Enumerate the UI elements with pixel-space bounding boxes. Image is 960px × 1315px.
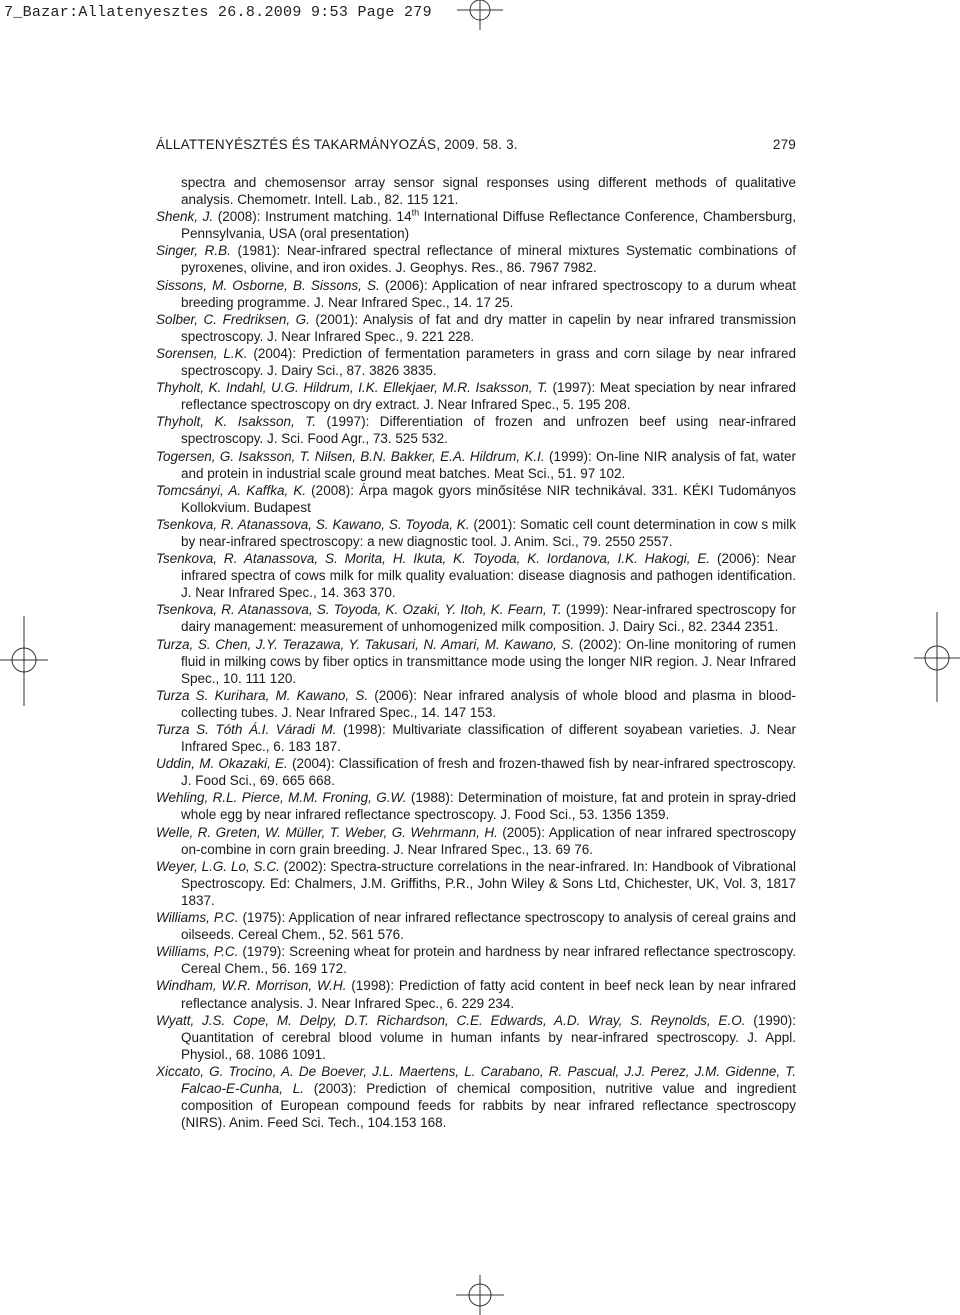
reference-text: (2001): Analysis of fat and dry matter in capelin by near infrared transmission spectroscopy. J. Near Infrared Spec., 9. 221 228. — [181, 311, 796, 344]
reference-text: (1998): Prediction of fatty acid content in beef neck lean by near infrared reflectance analysis. J. Near Infrared Spec., 6. 229 234. — [181, 978, 796, 1011]
reference-entry — [156, 516, 796, 550]
reference-entry — [156, 943, 796, 977]
reference-authors: Williams, P.C. — [156, 944, 239, 960]
reference-authors: Tsenkova, R. Atanassova, S. Toyoda, K. Ozaki, Y. Itoh, K. Fearn, T. — [156, 602, 562, 618]
reference-text: (1997): Differentiation of frozen and unfrozen beef using near-infrared spectroscopy. J. Sci. Food Agr., 73. 525 532. — [181, 414, 796, 447]
reference-text: (2004): Prediction of fermentation parameters in grass and corn silage by near infrared spectroscopy. J. Dairy Sci., 87. 3826 3835. — [181, 345, 796, 379]
reference-entry — [156, 1012, 796, 1063]
reference-entry — [156, 721, 796, 755]
reference-entry — [156, 1063, 796, 1131]
reference-authors: Uddin, M. Okazaki, E. — [156, 756, 288, 772]
reference-authors: Windham, W.R. Morrison, W.H. — [156, 978, 347, 994]
reference-text: (2006): Near infrared spectra of cows milk for milk quality evaluation: disease diagnosis and pathogen identification. J. Near Infrared Spec., 14. 363 370. — [181, 551, 796, 601]
reference-text: (1997): Meat speciation by near infrared reflectance spectroscopy on dry extract. J. Near Infrared Spec., 5. 195 208. — [181, 380, 796, 413]
reference-authors: Sorensen, L.K. — [156, 345, 248, 361]
reference-entry — [156, 550, 796, 601]
reference-text: (2003): Prediction of chemical composition, nutritive value and ingredient composition of European compound feeds for rabbits by near infrared reflectance spectroscopy (NIRS). Anim. Feed Sci. Tech., 104.153 168. — [181, 1080, 796, 1131]
reference-authors: Solber, C. Fredriksen, G. — [156, 311, 310, 327]
reference-authors: Turza S. Kurihara, M. Kawano, S. — [156, 687, 369, 703]
page-number: 279 — [772, 137, 796, 152]
reference-text: spectra and chemosensor array sensor signal responses using different methods of qualitative analysis. Chemometr. Intell. Lab., 82. 115 121. — [181, 175, 796, 208]
reference-entry — [156, 208, 796, 242]
reference-authors: Wyatt, J.S. Cope, M. Delpy, D.T. Richardson, C.E. Edwards, A.D. Wray, S. Reynolds, E.O. — [156, 1012, 746, 1028]
reference-text: International Diffuse Reflectance Conference, Chambersburg, Pennsylvania, USA (oral presentation) — [181, 209, 796, 242]
reference-entry — [156, 448, 796, 482]
reference-authors: Togersen, G. Isaksson, T. Nilsen, B.N. Bakker, E.A. Hildrum, K.I. — [156, 448, 545, 464]
reference-text: (2008): Instrument matching. 14 — [213, 209, 412, 225]
registration-mark-right — [912, 612, 960, 702]
reference-entry — [156, 174, 796, 208]
reference-text: (2001): Somatic cell count determination in cow s milk by near-infrared spectroscopy: a new diagnostic tool. J. Anim. Sci., 79. 2550 2557. — [181, 516, 796, 549]
reference-authors: Welle, R. Greten, W. Müller, T. Weber, G. Wehrmann, H. — [156, 824, 498, 840]
reference-entry — [156, 687, 796, 721]
reference-authors: Xiccato, G. Trocino, A. De Boever, J.L. Maertens, L. Carabano, R. Pascual, J.J. Perez, J.M. Gidenne, T. Falcao-E-Cunha, L. — [156, 1063, 796, 1096]
reference-authors: Thyholt, K. Indahl, U.G. Hildrum, I.K. Ellekjaer, M.R. Isaksson, T. — [156, 380, 548, 396]
reference-entry — [156, 601, 796, 635]
reference-text: (2006): Near infrared analysis of whole blood and plasma in blood-collecting tubes. J. Near Infrared Spec., 14. 147 153. — [181, 687, 796, 720]
reference-text: (1979): Screening wheat for protein and hardness by near infrared reflectance spectroscopy. Cereal Chem., 56. 169 172. — [181, 944, 797, 977]
reference-entry — [156, 636, 796, 687]
reference-entry — [156, 789, 796, 823]
running-header — [156, 137, 796, 157]
reference-authors: Sissons, M. Osborne, B. Sissons, S. — [156, 277, 380, 293]
reference-authors: Turza S. Tóth Á.I. Váradi M. — [156, 722, 337, 737]
reference-text: (2002): Spectra-structure correlations in the near-infrared. In: Handbook of Vibrational Spectroscopy. Ed: Chalmers, J.M. Griffiths, P.R., John Wiley & Sons Ltd, Chichester, UK, Vol. 3, 1817 1837. — [181, 858, 796, 908]
reference-text: (2008): Árpa magok gyors minősítése NIR technikával. 331. KÉKI Tudományos Kollokvium. Budapest — [181, 482, 797, 515]
reference-entry — [156, 242, 796, 276]
registration-mark-left — [0, 616, 50, 706]
reference-authors: Turza, S. Chen, J.Y. Terazawa, Y. Takusari, N. Amari, M. Kawano, S. — [156, 636, 575, 652]
reference-list — [156, 174, 796, 1131]
reference-text: (2006): Application of near infrared spectroscopy to a durum wheat breeding programme. J. Near Infrared Spec., 14. 17 25. — [181, 277, 796, 310]
reference-entry — [156, 909, 796, 943]
reference-text: (1990): Quantitation of cerebral blood volume in human infants by near-infrared spectroscopy. J. Appl. Physiol., 68. 1086 1091. — [181, 1012, 796, 1062]
reference-text: (1988): Determination of moisture, fat and protein in spray-dried whole egg by near infrared reflectance spectroscopy. J. Food Sci., 53. 1356 1359. — [181, 790, 796, 823]
print-slug: 7_Bazar:Allatenyesztes 26.8.2009 9:53 Page 279 — [4, 4, 432, 21]
reference-entry — [156, 482, 796, 516]
reference-authors: Thyholt, K. Isaksson, T. — [156, 414, 317, 430]
reference-authors: Singer, R.B. — [156, 243, 231, 259]
reference-entry — [156, 379, 796, 413]
reference-authors: Williams, P.C. — [156, 910, 239, 926]
reference-entry — [156, 755, 796, 789]
reference-entry — [156, 824, 796, 858]
reference-text: (2004): Classification of fresh and frozen-thawed fish by near-infrared spectroscopy. J. Food Sci., 69. 665 668. — [181, 756, 797, 789]
registration-mark-top — [455, 0, 505, 30]
reference-authors: Tsenkova, R. Atanassova, S. Morita, H. Ikuta, K. Toyoda, K. Iordanova, I.K. Hakogi, E. — [156, 551, 711, 567]
reference-entry — [156, 277, 796, 311]
reference-text: (2002): On-line monitoring of rumen fluid in milking cows by fiber optics in transmittance mode using the longer NIR region. J. Near Infrared Spec., 10. 111 120. — [181, 636, 796, 686]
reference-authors: Wehling, R.L. Pierce, M.M. Froning, G.W. — [156, 790, 407, 806]
reference-authors: Tsenkova, R. Atanassova, S. Kawano, S. Toyoda, K. — [156, 516, 470, 532]
reference-text: (1975): Application of near infrared reflectance spectroscopy to analysis of cereal grains and oilseeds. Cereal Chem., 52. 561 576. — [181, 910, 797, 943]
journal-title: ÁLLATTENYÉSZTÉS ÉS TAKARMÁNYOZÁS, 2009. 58. 3. — [156, 137, 518, 152]
reference-text: (1998): Multivariate classification of different soyabean varieties. J. Near Infrared Spec., 6. 183 187. — [181, 722, 796, 755]
reference-text: (1999): On-line NIR analysis of fat, water and protein in industrial scale ground meat batches. Meat Sci., 51. 97 102. — [181, 448, 797, 481]
reference-text: (1999): Near-infrared spectroscopy for dairy management: measurement of unhomogenized milk composition. J. Dairy Sci., 82. 2344 2351. — [181, 602, 796, 635]
reference-entry — [156, 311, 796, 345]
reference-entry — [156, 858, 796, 909]
reference-text: (1981): Near-infrared spectral reflectance of mineral mixtures Systematic combinations of pyroxenes, olivine, and iron oxides. J. Geophys. Res., 86. 7967 7982. — [181, 243, 796, 276]
registration-mark-bottom — [452, 1275, 508, 1315]
reference-entry — [156, 977, 796, 1011]
reference-entry — [156, 345, 796, 379]
reference-authors: Weyer, L.G. Lo, S.C. — [156, 858, 280, 874]
reference-entry — [156, 413, 796, 447]
reference-authors: Tomcsányi, A. Kaffka, K. — [156, 482, 307, 498]
reference-authors: Shenk, J. — [156, 209, 214, 225]
reference-text: (2005): Application of near infrared spectroscopy on-combine in corn grain breeding. J. Near Infrared Spec., 13. 69 76. — [181, 824, 796, 857]
superscript: th — [411, 207, 420, 218]
